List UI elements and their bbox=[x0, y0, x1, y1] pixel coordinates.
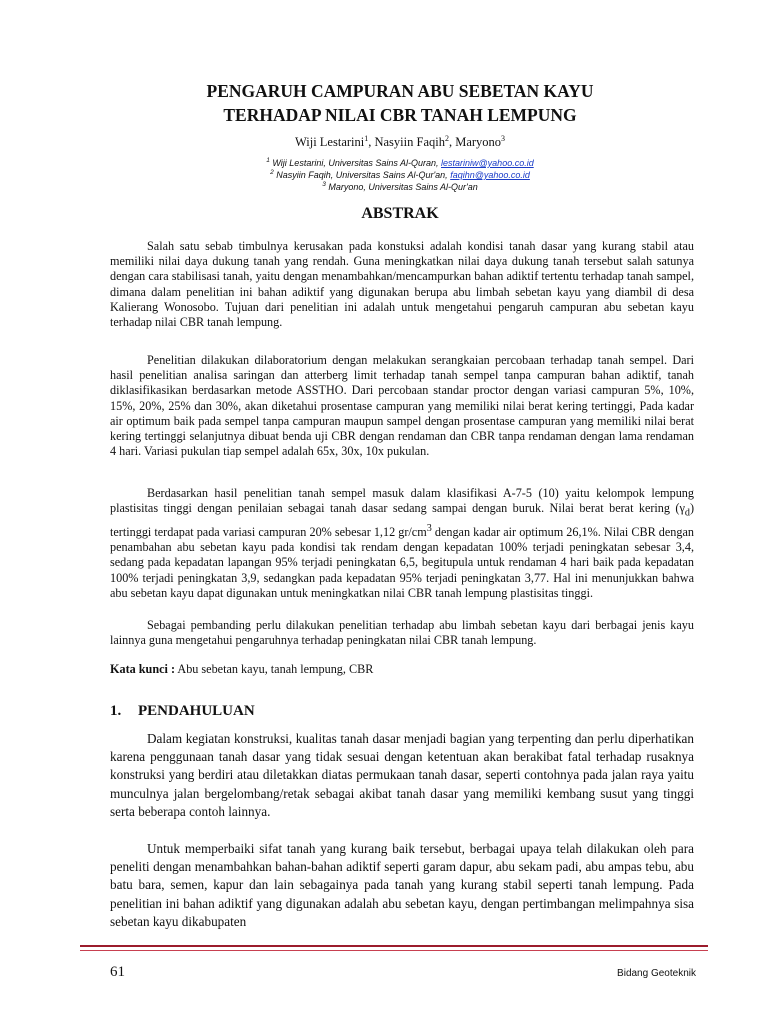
affiliation-text: Nasyiin Faqih, Universitas Sains Al-Qur'an, bbox=[273, 170, 451, 180]
affiliation-superscript: 3 bbox=[322, 181, 326, 188]
affiliation-text: Wiji Lestarini, Universitas Sains Al-Quran, bbox=[269, 158, 442, 168]
abstract-paragraph: Salah satu sebab timbulnya kerusakan pada konstuksi adalah kondisi tanah dasar yang kurang stabil atau memiliki nilai daya dukung tanah yang rendah. Guna meningkatkan nilai daya dukung tanah tersebut salah satunya dengan cara stabilisasi tanah, yaitu dengan menambahkan/mencampurkan bahan adiktif tertentu terhadap tanah sampel, dimana dalam penelitian ini bahan adiktif yang digunakan berupa abu limbah sebetan kayu yang diambil di desa Kalierang Wonosobo. Tujuan dari penelitian ini adalah untuk mengetahui pengaruh campuran abu sebetan kayu terhadap nilai CBR tanah lempung. bbox=[110, 239, 694, 330]
keywords-text: Abu sebetan kayu, tanah lempung, CBR bbox=[175, 662, 374, 676]
email-link[interactable]: faqihn@yahoo.co.id bbox=[450, 170, 530, 180]
section-heading bbox=[110, 703, 255, 720]
abstract-text: ) tertinggi terdapat pada variasi campuran 20% sebesar 1,12 gr/cm bbox=[110, 501, 694, 539]
affiliation-superscript: 1 bbox=[266, 157, 270, 164]
section-number: 1. bbox=[110, 703, 122, 719]
section-title: PENDAHULUAN bbox=[138, 703, 255, 719]
abstract-paragraph bbox=[110, 486, 694, 601]
author-separator: , bbox=[448, 135, 456, 150]
author-name: Nasyiin Faqih bbox=[374, 135, 445, 150]
author-superscript: 3 bbox=[501, 134, 506, 143]
author-superscript: 1 bbox=[364, 134, 369, 143]
author-separator: , bbox=[368, 135, 375, 150]
author-name: Wiji Lestarini bbox=[294, 135, 365, 150]
superscript-3: 3 bbox=[426, 522, 432, 534]
email-link[interactable]: lestariniw@yahoo.co.id bbox=[441, 158, 534, 168]
abstract-text: Berdasarkan hasil penelitian tanah sempel masuk dalam klasifikasi A-7-5 (10) yaitu kelompok lempung plastisitas tinggi dengan penilaian sebagai tanah dasar sedang sampai dengan buruk. Nilai berat berat kering (γ bbox=[110, 486, 694, 516]
footer-rule bbox=[80, 945, 708, 947]
footer-label: Bidang Geoteknik bbox=[617, 968, 696, 979]
page-number: 61 bbox=[110, 964, 125, 980]
paper-title-line-2: TERHADAP NILAI CBR TANAH LEMPUNG bbox=[223, 105, 577, 125]
keywords-label: Kata kunci : bbox=[110, 662, 176, 676]
affiliation-superscript: 2 bbox=[270, 169, 274, 176]
author-list bbox=[80, 134, 720, 150]
subscript-d: d bbox=[684, 507, 690, 519]
abstract-text: dengan kadar air optimum 26,1%. Nilai CBR dengan penambahan abu sebetan kayu pada kondisi tak rendam dengan kepadatan 100% terjadi peningkatan sebesar 3,4, sedang pada kepadatan lapangan 95% terjadi peningkatan 6,5, begitupula untuk rendaman 4 hari baik pada kepadatan 100% terjadi peningkatan 3,9, sedangkan pada kepadatan 95% terjadi peningkatan 3,77. Hal ini menunjukkan bahwa abu sebetan kayu dapat digunakan untuk meningkatkan nilai CBR tanah lempung plastisitas tinggi. bbox=[110, 524, 695, 600]
abstract-paragraph: Sebagai pembanding perlu dilakukan penelitian terhadap abu limbah sebetan kayu dari berbagai jenis kayu lainnya guna mengetahui pengaruhnya terhadap peningkatan nilai CBR tanah lempung. bbox=[110, 618, 694, 648]
author-superscript: 2 bbox=[444, 134, 449, 143]
abstract-paragraph: Penelitian dilakukan dilaboratorium dengan melakukan serangkaian percobaan terhadap tanah sempel. Dari hasil penelitian analisa saringan dan atterberg limit terhadap tanah sempel tanpa campuran bahan adiktif, tanah diklasifikasikan berdasarkan metode ASSTHO. Dari percobaan standar proctor dengan variasi campuran 5%, 10%, 15%, 20%, 25% dan 30%, akan diketahui prosentase campuran yang memiliki nilai berat kering tertinggi, Pada kadar air optimum baik pada sempel tanpa campuran maupun sampel dengan prosentase campuran yang memiliki nilai berat kering tertinggi selanjutnya dibuat benda uji CBR dengan rendaman dan CBR tanpa rendaman dengan lama rendaman 4 hari. Variasi pukulan tiap sempel adalah 65x, 30x, 10x pukulan. bbox=[110, 353, 694, 459]
author-name: Maryono bbox=[455, 135, 502, 150]
body-paragraph: Untuk memperbaiki sifat tanah yang kurang baik tersebut, berbagai upaya telah dilakukan oleh para peneliti dengan menambahkan bahan-bahan adiktif seperti garam dapur, abu sekam padi, abu ampas tebu, abu batu bara, semen, kapur dan lain sebagainya pada tanah yang kurang stabil seperti tanah lempung. Pada penelitian ini bahan adiktif yang digunakan adalah abu sebetan kayu, dengan pertimbangan melimpahnya sisa sebetan kayu dikabupaten bbox=[110, 841, 694, 929]
affiliation-line bbox=[80, 179, 720, 193]
paper-title-line-1: PENGARUH CAMPURAN ABU SEBETAN KAYU bbox=[206, 81, 594, 101]
body-paragraph: Dalam kegiatan konstruksi, kualitas tanah dasar menjadi bagian yang terpenting dan perlu diperhatikan karena penggunaan tanah dasar yang tidak sesuai dengan ketentuan akan berakibat fatal terhadap rusaknya konstruksi yang berdiri atau diletakkan diatas permukaan tanah dasar, seperti contohnya pada jalan raya yaitu munculnya jalan bergelombang/retak sebagai akibat tanah dasar yang memiliki kembang susut yang tinggi serta beberapa contoh lainnya. bbox=[110, 731, 694, 819]
footer-rule-thin bbox=[80, 950, 708, 951]
keywords bbox=[110, 662, 694, 677]
affiliation-text: Maryono, Universitas Sains Al-Qur'an bbox=[325, 182, 478, 192]
abstract-heading: ABSTRAK bbox=[361, 205, 439, 222]
